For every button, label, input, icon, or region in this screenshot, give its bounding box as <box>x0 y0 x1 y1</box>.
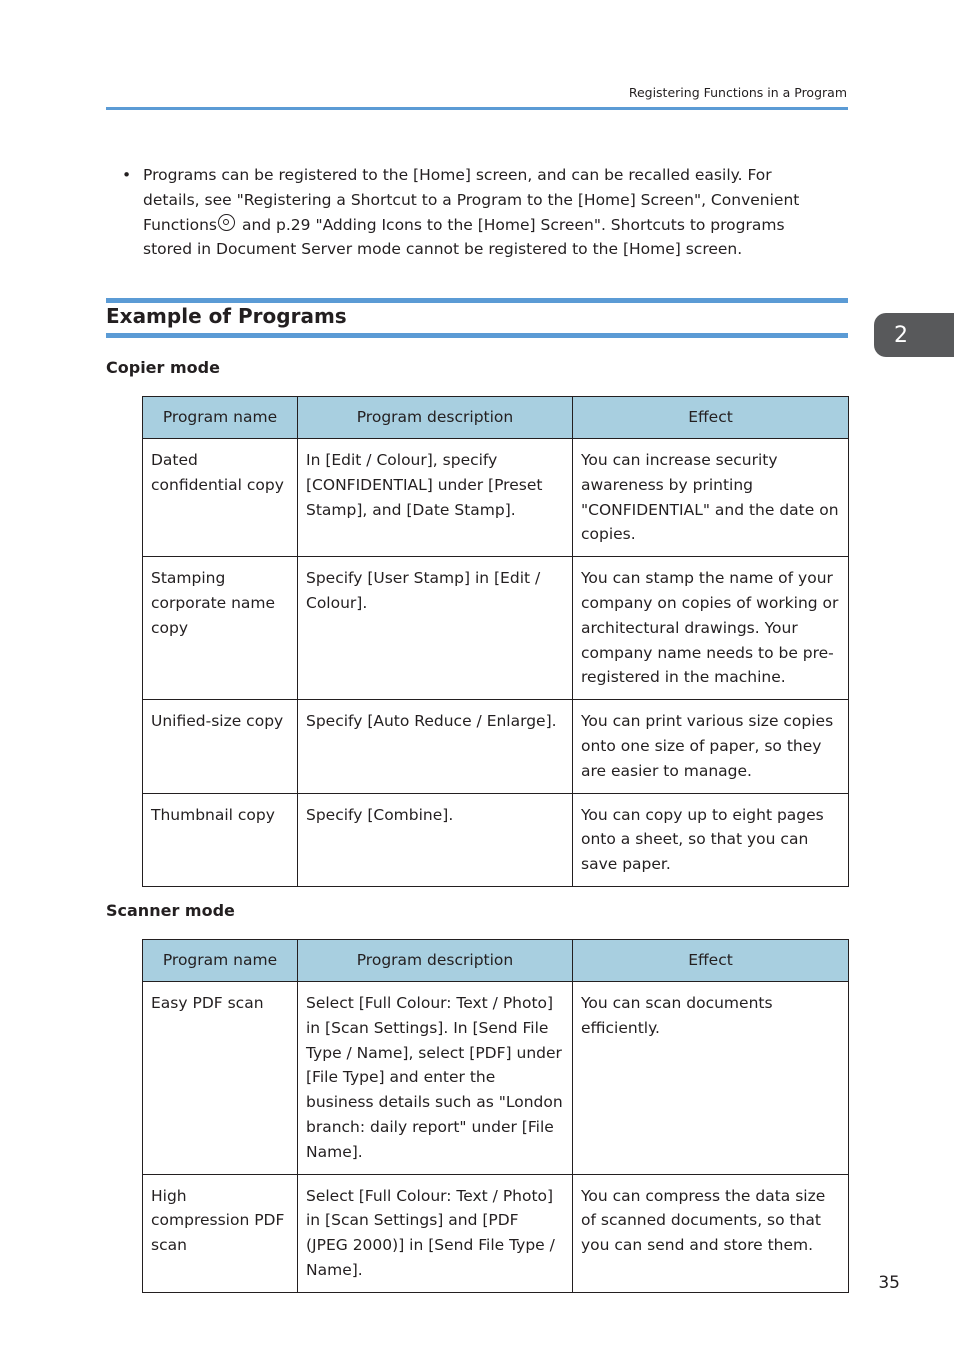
note-text <box>143 163 826 262</box>
note-bullet <box>106 163 826 262</box>
note-text-part-1: Programs can be registered to the [Home] screen, and can be recalled easily. For details, see "Registering a Shortcut to a Program to the [Home] Screen", Convenient Functions <box>143 166 800 234</box>
cell-program-description: Specify [Auto Reduce / Enlarge]. <box>298 700 573 793</box>
column-header-program-name: Program name <box>143 940 298 982</box>
cell-program-name: Stamping corporate name copy <box>143 557 298 700</box>
scanner-programs-table <box>142 939 849 1293</box>
column-header-effect: Effect <box>573 940 849 982</box>
column-header-program-description: Program description <box>298 940 573 982</box>
cell-effect: You can scan documents efficiently. <box>573 982 849 1175</box>
cell-program-name: Easy PDF scan <box>143 982 298 1175</box>
table-row <box>143 793 849 886</box>
cell-program-description: Specify [User Stamp] in [Edit / Colour]. <box>298 557 573 700</box>
copier-programs-table <box>142 396 849 887</box>
column-header-effect: Effect <box>573 397 849 439</box>
cell-program-description: Select [Full Colour: Text / Photo] in [Scan Settings]. In [Send File Type / Name], select [PDF] under [File Type] and enter the business details such as "London branch: daily report" under [File Name]. <box>298 982 573 1175</box>
disc-icon <box>218 214 235 231</box>
cell-effect: You can stamp the name of your company on copies of working or architectural drawings. Your company name needs to be pre-registered in the machine. <box>573 557 849 700</box>
header-rule <box>106 107 848 110</box>
section-title: Example of Programs <box>106 304 347 328</box>
cell-program-name: Unified-size copy <box>143 700 298 793</box>
cell-program-name: High compression PDF scan <box>143 1174 298 1292</box>
table-row <box>143 1174 849 1292</box>
table-row <box>143 982 849 1175</box>
column-header-program-description: Program description <box>298 397 573 439</box>
scanner-mode-heading: Scanner mode <box>106 901 235 920</box>
table-header-row <box>143 397 849 439</box>
cell-effect: You can increase security awareness by printing "CONFIDENTIAL" and the date on copies. <box>573 439 849 557</box>
table-row <box>143 439 849 557</box>
chapter-tab: 2 <box>874 313 954 357</box>
cell-effect: You can compress the data size of scanned documents, so that you can send and store them. <box>573 1174 849 1292</box>
cell-program-description: Specify [Combine]. <box>298 793 573 886</box>
table-header-row <box>143 940 849 982</box>
page-number: 35 <box>878 1273 900 1293</box>
copier-mode-heading: Copier mode <box>106 358 220 377</box>
column-header-program-name: Program name <box>143 397 298 439</box>
table-row <box>143 700 849 793</box>
cell-program-description: In [Edit / Colour], specify [CONFIDENTIAL] under [Preset Stamp], and [Date Stamp]. <box>298 439 573 557</box>
bullet-dot: • <box>122 166 132 184</box>
cell-effect: You can copy up to eight pages onto a sheet, so that you can save paper. <box>573 793 849 886</box>
running-header: Registering Functions in a Program <box>628 85 847 100</box>
note-text-part-2: and p.29 "Adding Icons to the [Home] Screen". Shortcuts to programs stored in Document Server mode cannot be registered to the [Home] screen. <box>143 215 785 259</box>
cell-program-description: Select [Full Colour: Text / Photo] in [Scan Settings] and [PDF (JPEG 2000)] in [Send File Type / Name]. <box>298 1174 573 1292</box>
cell-program-name: Thumbnail copy <box>143 793 298 886</box>
cell-effect: You can print various size copies onto one size of paper, so they are easier to manage. <box>573 700 849 793</box>
section-rule-top <box>106 298 848 303</box>
cell-program-name: Dated confidential copy <box>143 439 298 557</box>
section-rule-bottom <box>106 333 848 338</box>
table-row <box>143 557 849 700</box>
